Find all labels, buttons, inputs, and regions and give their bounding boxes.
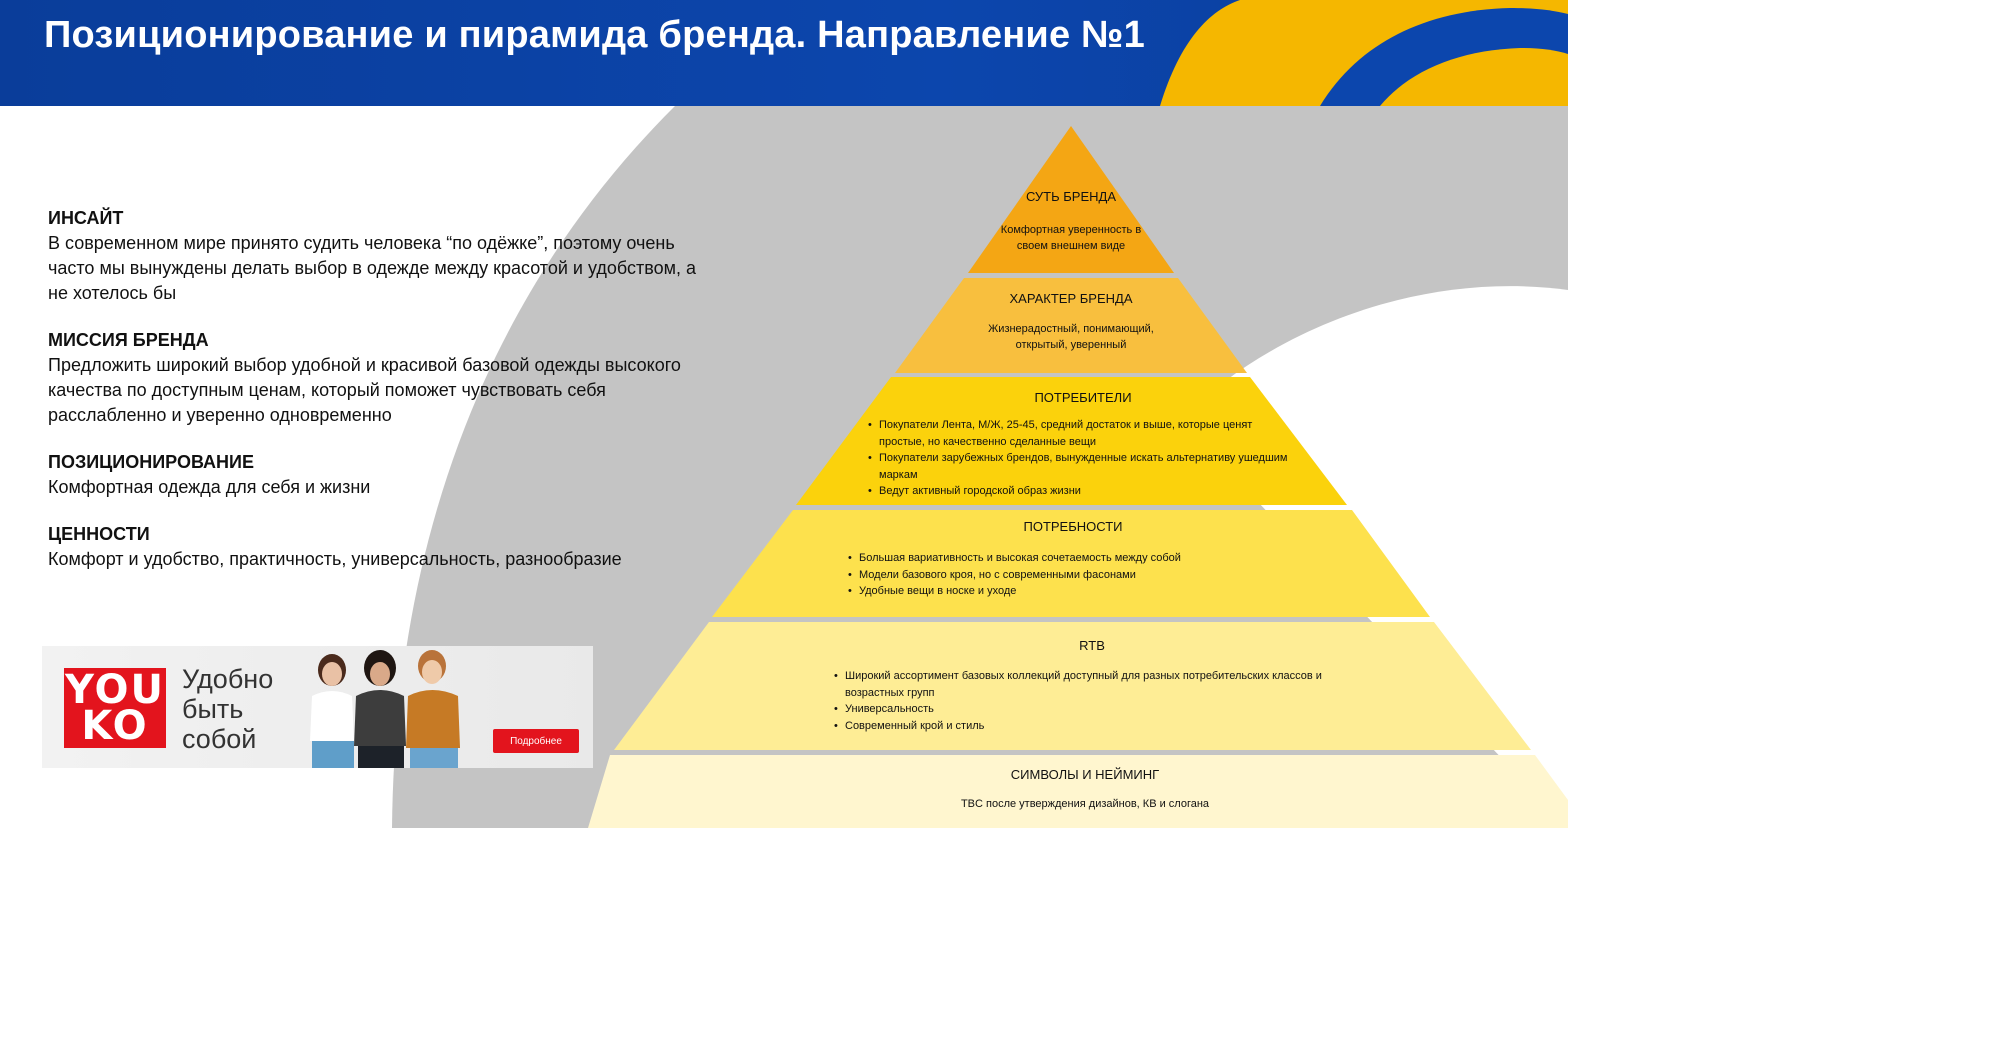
tier-text: Комфортная уверенность в своем внешнем виде <box>1000 224 1142 252</box>
tier-list <box>868 417 1298 500</box>
section-title: ЦЕННОСТИ <box>48 524 150 544</box>
list-item: • Покупатели зарубежных брендов, вынужденные искать альтернативу ушедшим маркам <box>868 450 1298 483</box>
tier-needs <box>848 519 1298 600</box>
tier-title: ПОТРЕБНОСТИ <box>1023 519 1123 534</box>
more-details-button[interactable]: Подробнее <box>493 729 579 753</box>
tier-list <box>832 668 1352 734</box>
list-item: • Современный крой и стиль <box>834 718 1352 735</box>
section-title: ИНСАЙТ <box>48 208 124 228</box>
list-item: • Широкий ассортимент базовых коллекций доступный для разных потребительских классов и возрастных групп <box>834 668 1352 701</box>
list-item: • Универсальность <box>834 701 1352 718</box>
logo-line: KO <box>81 703 149 749</box>
list-item: • Удобные вещи в носке и уходе <box>848 583 1298 600</box>
banner-slogan: Удобно быть собой <box>182 664 274 754</box>
section-title: МИССИЯ БРЕНДА <box>48 330 209 350</box>
section-text: Предложить широкий выбор удобной и красивой базовой одежды высокого качества по доступным ценам, который поможет чувствовать себя расслабленно и уверенно одновременно <box>48 355 681 425</box>
list-item: • Покупатели Лента, М/Ж, 25-45, средний достаток и выше, которые ценят простые, но качественно сделанные вещи <box>868 417 1298 450</box>
tier-consumers <box>868 390 1298 500</box>
tier-brand-essence <box>971 189 1171 254</box>
tier-text: TBC после утверждения дизайнов, КВ и слогана <box>960 798 1210 810</box>
logo-line: YOU <box>64 667 166 713</box>
tier-rtb <box>832 638 1352 734</box>
section-title: ПОЗИЦИОНИРОВАНИЕ <box>48 452 254 472</box>
tier-symbols-naming <box>900 767 1270 812</box>
tier-title: ХАРАКТЕР БРЕНДА <box>1009 291 1133 306</box>
tier-brand-character <box>946 291 1196 353</box>
tier-text: Жизнерадостный, понимающий, открытый, уверенный <box>988 323 1154 351</box>
section-text: Комфортная одежда для себя и жизни <box>48 477 371 497</box>
tier-title: СУТЬ БРЕНДА <box>1025 189 1117 204</box>
section-text: Комфорт и удобство, практичность, универсальность, разнообразие <box>48 549 622 569</box>
section-text: В современном мире принято судить человека “по одёжке”, поэтому очень часто мы вынуждены делать выбор в одежде между красотой и удобством, а не хотелось бы <box>48 233 696 303</box>
tier-title: RTB <box>1079 638 1105 653</box>
list-item: • Ведут активный городской образ жизни <box>868 483 1298 500</box>
list-item: • Большая вариативность и высокая сочетаемость между собой <box>848 550 1298 567</box>
tier-list <box>848 550 1298 600</box>
tier-title: СИМВОЛЫ И НЕЙМИНГ <box>1010 767 1160 782</box>
list-item: • Модели базового кроя, но с современными фасонами <box>848 567 1298 584</box>
page-title: Позиционирование и пирамида бренда. Направление №1 <box>44 14 1145 56</box>
tier-title: ПОТРЕБИТЕЛИ <box>1034 390 1132 405</box>
